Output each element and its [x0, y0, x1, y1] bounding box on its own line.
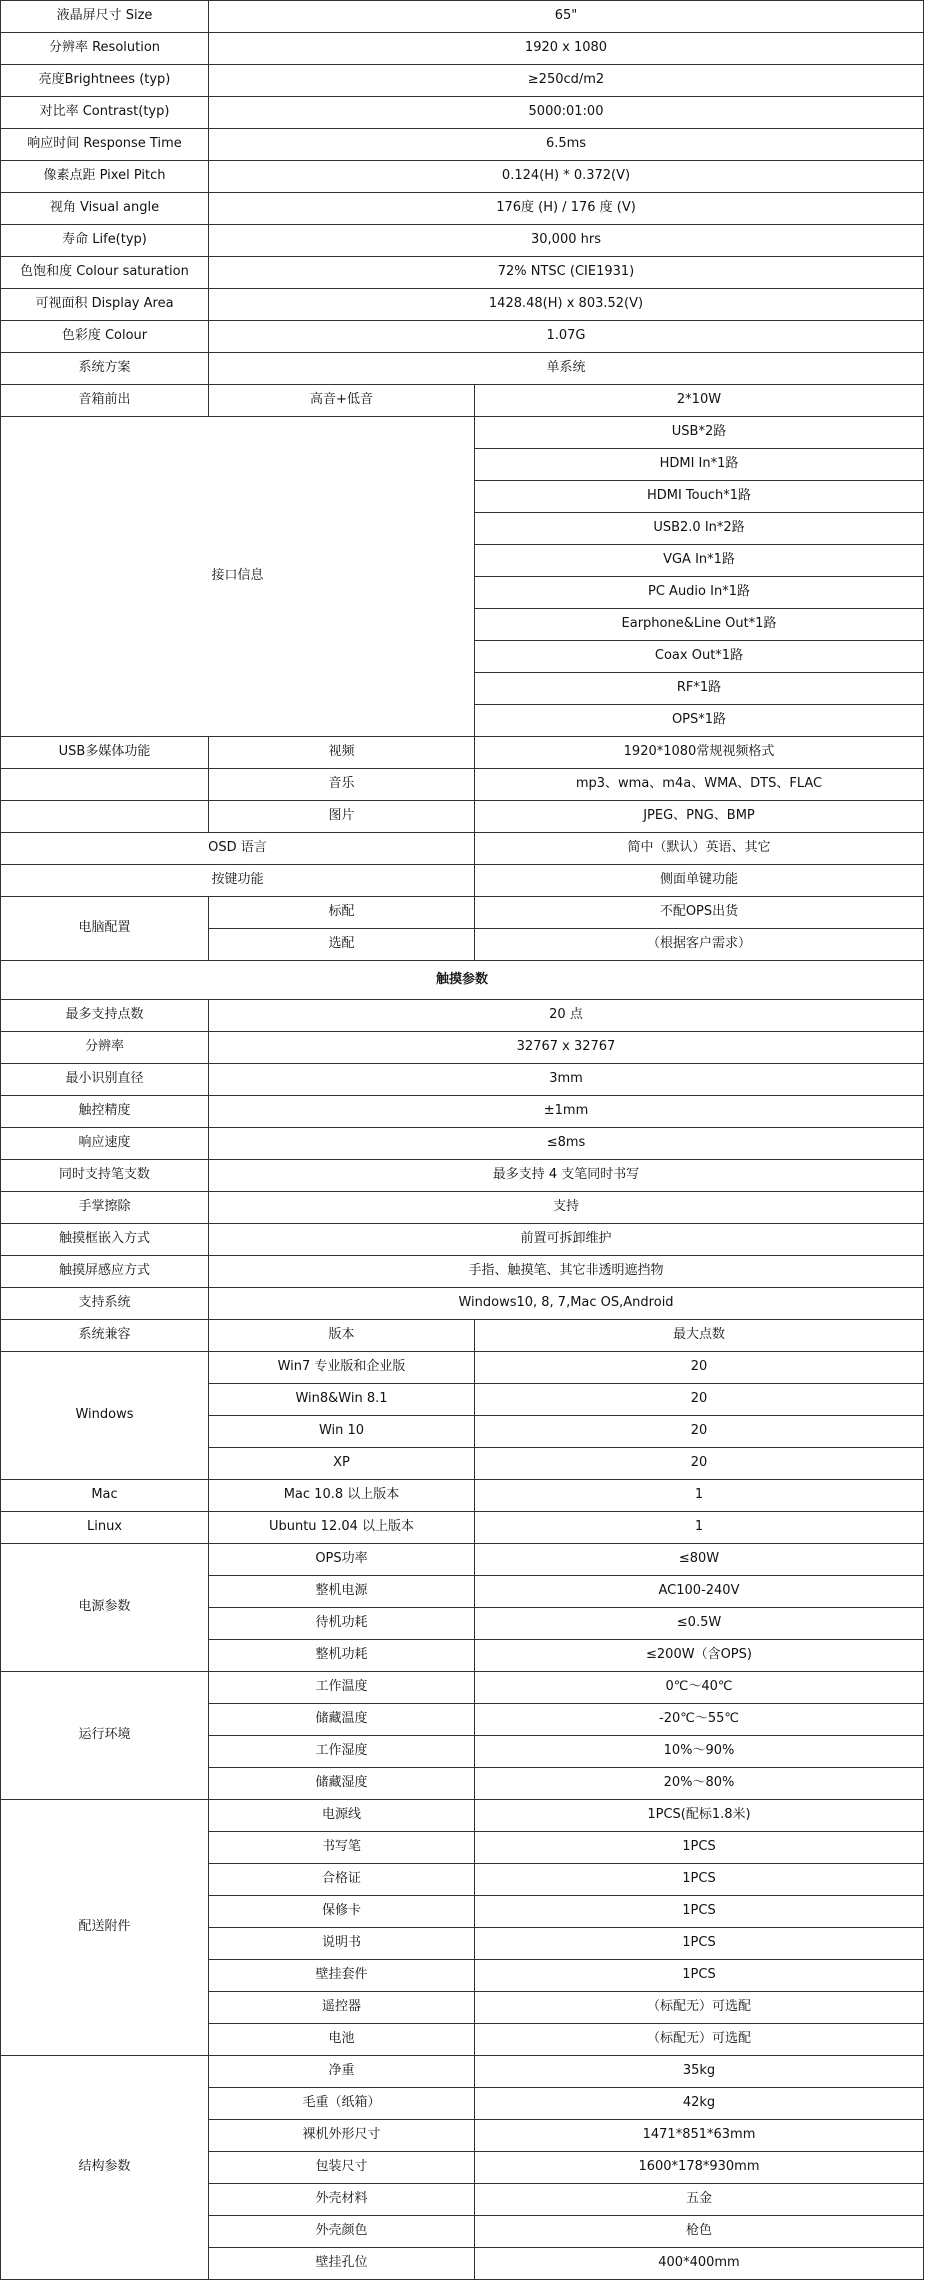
- touch-row: [1, 1128, 924, 1160]
- spec-label: 手掌擦除: [1, 1192, 209, 1224]
- spec-value: 最大点数: [475, 1320, 924, 1352]
- spec-label: 亮度Brightnees (typ): [1, 65, 209, 97]
- spec-sub: 图片: [209, 801, 475, 833]
- spec-sub: Ubuntu 12.04 以上版本: [209, 1512, 475, 1544]
- power-row: [1, 1544, 924, 1576]
- interface-item: VGA In*1路: [475, 545, 924, 577]
- spec-value: 2*10W: [475, 385, 924, 417]
- spec-value: 1PCS: [475, 1896, 924, 1928]
- spec-value: 65": [209, 1, 924, 33]
- spec-label: 分辨率 Resolution: [1, 33, 209, 65]
- spec-value: 五金: [475, 2184, 924, 2216]
- spec-value: 20: [475, 1352, 924, 1384]
- accessory-row: [1, 1800, 924, 1832]
- spec-label: 像素点距 Pixel Pitch: [1, 161, 209, 193]
- spec-label: 按键功能: [1, 865, 475, 897]
- spec-label: Mac: [1, 1480, 209, 1512]
- spec-sub: 保修卡: [209, 1896, 475, 1928]
- usb-row: [1, 769, 924, 801]
- speaker-row: [1, 385, 924, 417]
- spec-sub: 包装尺寸: [209, 2152, 475, 2184]
- interface-item: HDMI In*1路: [475, 449, 924, 481]
- spec-label: 分辨率: [1, 1032, 209, 1064]
- spec-value: 1428.48(H) x 803.52(V): [209, 289, 924, 321]
- spec-label: 对比率 Contrast(typ): [1, 97, 209, 129]
- spec-value: 1471*851*63mm: [475, 2120, 924, 2152]
- spec-label: 液晶屏尺寸 Size: [1, 1, 209, 33]
- touch-row: [1, 1256, 924, 1288]
- spec-row: [1, 33, 924, 65]
- spec-value: 1920 x 1080: [209, 33, 924, 65]
- windows-label: Windows: [1, 1352, 209, 1480]
- spec-label: 寿命 Life(typ): [1, 225, 209, 257]
- pc-label: 电脑配置: [1, 897, 209, 961]
- spec-label: 最多支持点数: [1, 1000, 209, 1032]
- spec-label: Linux: [1, 1512, 209, 1544]
- spec-value: 20: [475, 1448, 924, 1480]
- touch-row: [1, 1000, 924, 1032]
- power-label: 电源参数: [1, 1544, 209, 1672]
- spec-sub: 毛重（纸箱）: [209, 2088, 475, 2120]
- spec-sub: 视频: [209, 737, 475, 769]
- spec-value: 10%～90%: [475, 1736, 924, 1768]
- empty-cell: [1, 801, 209, 833]
- usb-label: USB多媒体功能: [1, 737, 209, 769]
- spec-row: [1, 129, 924, 161]
- section-title: 触摸参数: [1, 961, 924, 1000]
- spec-value: 0.124(H) * 0.372(V): [209, 161, 924, 193]
- spec-value: 42kg: [475, 2088, 924, 2120]
- spec-sub: 说明书: [209, 1928, 475, 1960]
- spec-value: 32767 x 32767: [209, 1032, 924, 1064]
- compat-row: [1, 1320, 924, 1352]
- spec-value: 手指、触摸笔、其它非透明遮挡物: [209, 1256, 924, 1288]
- spec-sub: 待机功耗: [209, 1608, 475, 1640]
- touch-row: [1, 1064, 924, 1096]
- spec-sub: 电源线: [209, 1800, 475, 1832]
- spec-row: [1, 161, 924, 193]
- spec-sub: 工作温度: [209, 1672, 475, 1704]
- env-row: [1, 1672, 924, 1704]
- interface-row: [1, 417, 924, 449]
- spec-value: 1920*1080常规视频格式: [475, 737, 924, 769]
- spec-value: -20℃～55℃: [475, 1704, 924, 1736]
- spec-row: [1, 193, 924, 225]
- spec-label: 支持系统: [1, 1288, 209, 1320]
- spec-row: [1, 289, 924, 321]
- osd-row: [1, 833, 924, 865]
- spec-value: mp3、wma、m4a、WMA、DTS、FLAC: [475, 769, 924, 801]
- spec-value: 最多支持 4 支笔同时书写: [209, 1160, 924, 1192]
- spec-sub: 遥控器: [209, 1992, 475, 2024]
- interface-item: OPS*1路: [475, 705, 924, 737]
- spec-value: 支持: [209, 1192, 924, 1224]
- keys-row: [1, 865, 924, 897]
- interface-item: Earphone&Line Out*1路: [475, 609, 924, 641]
- interface-item: Coax Out*1路: [475, 641, 924, 673]
- usb-row: [1, 737, 924, 769]
- spec-value: 0℃～40℃: [475, 1672, 924, 1704]
- spec-label: 触摸框嵌入方式: [1, 1224, 209, 1256]
- spec-table-body: [1, 1, 924, 2280]
- spec-sub: 合格证: [209, 1864, 475, 1896]
- spec-label: 同时支持笔支数: [1, 1160, 209, 1192]
- usb-row: [1, 801, 924, 833]
- spec-value: （根据客户需求）: [475, 929, 924, 961]
- spec-sub: XP: [209, 1448, 475, 1480]
- spec-sub: Win8&Win 8.1: [209, 1384, 475, 1416]
- interface-label: 接口信息: [1, 417, 475, 737]
- spec-sub: 工作湿度: [209, 1736, 475, 1768]
- structure-label: 结构参数: [1, 2056, 209, 2280]
- spec-label: 音箱前出: [1, 385, 209, 417]
- spec-label: 触控精度: [1, 1096, 209, 1128]
- spec-value: 1.07G: [209, 321, 924, 353]
- spec-value: 1PCS: [475, 1960, 924, 1992]
- spec-value: 1600*178*930mm: [475, 2152, 924, 2184]
- spec-sub: 书写笔: [209, 1832, 475, 1864]
- spec-label: 可视面积 Display Area: [1, 289, 209, 321]
- windows-row: [1, 1352, 924, 1384]
- spec-value: 不配OPS出货: [475, 897, 924, 929]
- spec-value: 1: [475, 1512, 924, 1544]
- spec-value: 1PCS: [475, 1832, 924, 1864]
- spec-value: JPEG、PNG、BMP: [475, 801, 924, 833]
- touch-row: [1, 1192, 924, 1224]
- spec-value: 400*400mm: [475, 2248, 924, 2280]
- linux-row: [1, 1512, 924, 1544]
- spec-row: [1, 1, 924, 33]
- spec-value: ≥250cd/m2: [209, 65, 924, 97]
- spec-value: 176度 (H) / 176 度 (V): [209, 193, 924, 225]
- accessories-label: 配送附件: [1, 1800, 209, 2056]
- spec-value: 3mm: [209, 1064, 924, 1096]
- touch-row: [1, 1160, 924, 1192]
- spec-label: 最小识别直径: [1, 1064, 209, 1096]
- spec-value: ≤200W（含OPS): [475, 1640, 924, 1672]
- spec-value: 5000:01:00: [209, 97, 924, 129]
- spec-row: [1, 97, 924, 129]
- spec-sub: 裸机外形尺寸: [209, 2120, 475, 2152]
- spec-row: [1, 353, 924, 385]
- spec-value: 1PCS: [475, 1864, 924, 1896]
- spec-value: ≤0.5W: [475, 1608, 924, 1640]
- spec-sub: Mac 10.8 以上版本: [209, 1480, 475, 1512]
- interface-item: USB2.0 In*2路: [475, 513, 924, 545]
- spec-value: ±1mm: [209, 1096, 924, 1128]
- spec-value: 35kg: [475, 2056, 924, 2088]
- spec-value: 20 点: [209, 1000, 924, 1032]
- spec-value: 1PCS(配标1.8米): [475, 1800, 924, 1832]
- spec-sub: 壁挂套件: [209, 1960, 475, 1992]
- spec-value: 30,000 hrs: [209, 225, 924, 257]
- touch-row: [1, 1288, 924, 1320]
- spec-sub: 高音+低音: [209, 385, 475, 417]
- spec-sub: 储藏湿度: [209, 1768, 475, 1800]
- spec-row: [1, 257, 924, 289]
- spec-value: 20: [475, 1384, 924, 1416]
- spec-value: （标配无）可选配: [475, 1992, 924, 2024]
- spec-row: [1, 65, 924, 97]
- empty-cell: [1, 769, 209, 801]
- env-label: 运行环境: [1, 1672, 209, 1800]
- spec-row: [1, 321, 924, 353]
- interface-item: USB*2路: [475, 417, 924, 449]
- touch-row: [1, 1032, 924, 1064]
- spec-sub: OPS功率: [209, 1544, 475, 1576]
- interface-item: HDMI Touch*1路: [475, 481, 924, 513]
- interface-item: RF*1路: [475, 673, 924, 705]
- spec-label: 触摸屏感应方式: [1, 1256, 209, 1288]
- spec-value: ≤8ms: [209, 1128, 924, 1160]
- spec-label: 视角 Visual angle: [1, 193, 209, 225]
- spec-value: 枪色: [475, 2216, 924, 2248]
- spec-value: 侧面单键功能: [475, 865, 924, 897]
- spec-sub: 外壳材料: [209, 2184, 475, 2216]
- touch-row: [1, 1224, 924, 1256]
- pc-row: [1, 897, 924, 929]
- spec-sub: 储藏温度: [209, 1704, 475, 1736]
- spec-sub: 选配: [209, 929, 475, 961]
- spec-sub: Win 10: [209, 1416, 475, 1448]
- spec-value: 72% NTSC (CIE1931): [209, 257, 924, 289]
- spec-label: 系统方案: [1, 353, 209, 385]
- spec-value: 简中（默认）英语、其它: [475, 833, 924, 865]
- touch-title-row: [1, 961, 924, 1000]
- spec-value: 20: [475, 1416, 924, 1448]
- spec-value: （标配无）可选配: [475, 2024, 924, 2056]
- spec-value: 20%～80%: [475, 1768, 924, 1800]
- spec-value: 6.5ms: [209, 129, 924, 161]
- spec-sub: 外壳颜色: [209, 2216, 475, 2248]
- spec-label: 响应时间 Response Time: [1, 129, 209, 161]
- structure-row: [1, 2056, 924, 2088]
- spec-sub: 标配: [209, 897, 475, 929]
- spec-value: 1: [475, 1480, 924, 1512]
- spec-value: AC100-240V: [475, 1576, 924, 1608]
- interface-item: PC Audio In*1路: [475, 577, 924, 609]
- spec-sub: 电池: [209, 2024, 475, 2056]
- spec-value: 1PCS: [475, 1928, 924, 1960]
- spec-sub: 音乐: [209, 769, 475, 801]
- spec-sub: 版本: [209, 1320, 475, 1352]
- spec-sub: 净重: [209, 2056, 475, 2088]
- touch-row: [1, 1096, 924, 1128]
- spec-label: 色彩度 Colour: [1, 321, 209, 353]
- spec-label: 响应速度: [1, 1128, 209, 1160]
- spec-value: 前置可拆卸维护: [209, 1224, 924, 1256]
- spec-row: [1, 225, 924, 257]
- spec-sub: 壁挂孔位: [209, 2248, 475, 2280]
- spec-sub: Win7 专业版和企业版: [209, 1352, 475, 1384]
- spec-value: Windows10, 8, 7,Mac OS,Android: [209, 1288, 924, 1320]
- spec-value: 单系统: [209, 353, 924, 385]
- spec-label: 色饱和度 Colour saturation: [1, 257, 209, 289]
- spec-sub: 整机电源: [209, 1576, 475, 1608]
- spec-sub: 整机功耗: [209, 1640, 475, 1672]
- mac-row: [1, 1480, 924, 1512]
- spec-value: ≤80W: [475, 1544, 924, 1576]
- spec-label: 系统兼容: [1, 1320, 209, 1352]
- spec-label: OSD 语言: [1, 833, 475, 865]
